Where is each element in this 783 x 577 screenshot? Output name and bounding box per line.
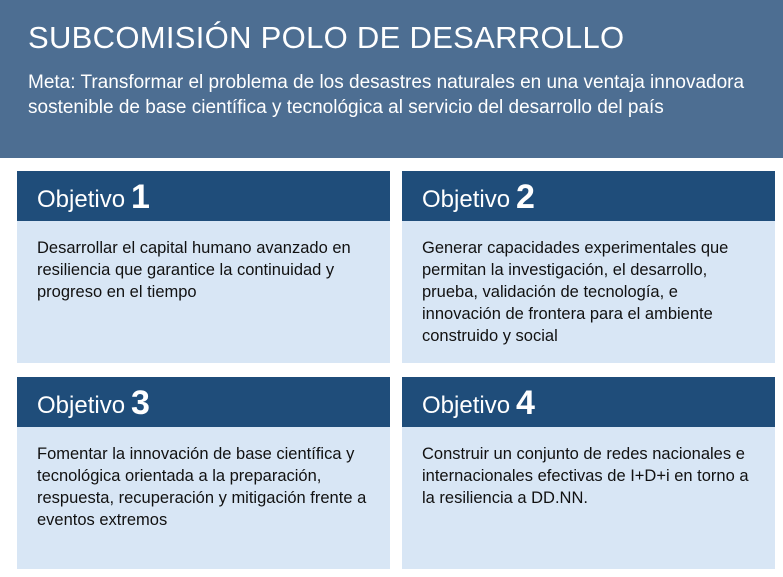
objective-number: 4 — [516, 384, 535, 422]
objective-card-1 — [17, 171, 390, 363]
objective-card-3 — [17, 377, 390, 569]
objective-card-2 — [402, 171, 775, 363]
goal-statement: Meta: Transformar el problema de los desastres naturales en una ventaja innovadora sostenible de base científica y tecnológica al servicio del desarrollo del país — [28, 72, 745, 118]
objective-text: Construir un conjunto de redes nacionales e internacionales efectivas de I+D+i en torno a la resiliencia a DD.NN. — [422, 445, 749, 507]
objective-text: Generar capacidades experimentales que permitan la investigación, el desarrollo, prueba, validación de tecnología, e innovación de frontera para el ambiente construido y social — [422, 239, 729, 345]
objective-text: Fomentar la innovación de base científica y tecnológica orientada a la preparación, respuesta, recuperación y mitigación frente a eventos extremos — [37, 445, 367, 529]
objective-label: Objetivo — [37, 392, 126, 419]
page-title: SUBCOMISIÓN POLO DE DESARROLLO — [28, 20, 625, 55]
header-banner — [0, 0, 783, 158]
objective-number: 3 — [131, 384, 150, 422]
objective-number: 2 — [516, 178, 535, 216]
objective-card-header — [402, 377, 775, 427]
objective-card-header — [17, 377, 390, 427]
objective-number: 1 — [131, 178, 150, 216]
objective-card-header — [402, 171, 775, 221]
objective-card-header — [17, 171, 390, 221]
objective-label: Objetivo — [422, 392, 511, 419]
objective-label: Objetivo — [422, 186, 511, 213]
objective-label: Objetivo — [37, 186, 126, 213]
objective-text: Desarrollar el capital humano avanzado en resiliencia que garantice la continuidad y progreso en el tiempo — [37, 239, 351, 301]
objective-card-4 — [402, 377, 775, 569]
